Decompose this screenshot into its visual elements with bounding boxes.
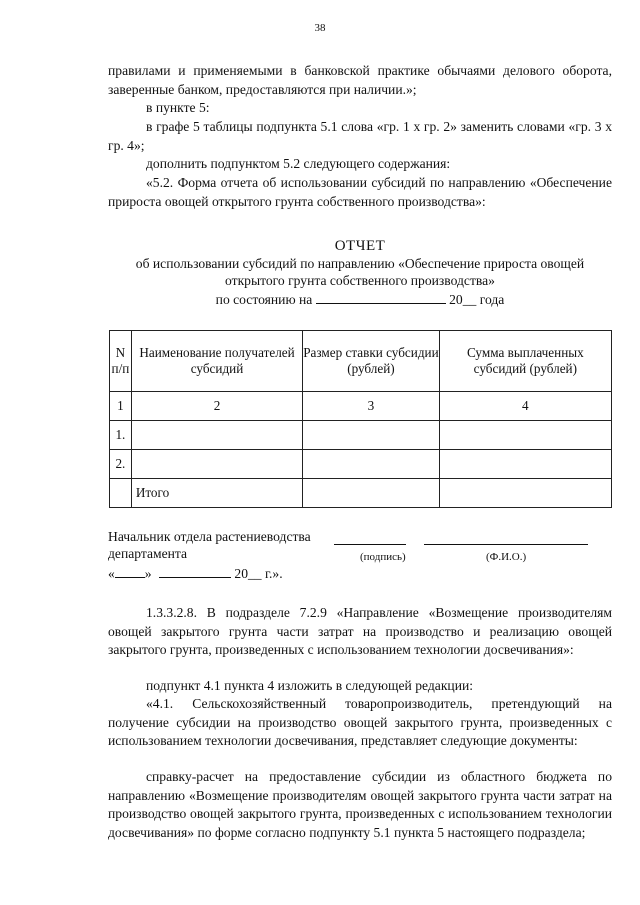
signature-label-2: департамента <box>108 546 188 561</box>
table-row <box>110 421 612 450</box>
table-cell: 2. <box>110 450 132 479</box>
report-table <box>109 330 612 508</box>
date-month-blank <box>159 563 231 578</box>
signature-label-1: Начальник отдела растениеводства <box>108 529 311 544</box>
report-date-suffix: 20__ года <box>449 292 505 307</box>
intro-paragraph-1: правилами и применяемыми в банковской практике обычаями делового оборота, заверенные банком, предоставляются при наличии.»; <box>108 63 612 97</box>
section-paragraph-1: 1.3.3.2.8. В подразделе 7.2.9 «Направление «Возмещение производителям овощей закрытого грунта части затрат на производство и реализацию овощей закрытого грунта, произведенных с использованием технологии досвечивания»: <box>108 605 612 657</box>
signature-line <box>334 530 406 545</box>
number-cell: 2 <box>131 392 302 421</box>
number-cell: 3 <box>303 392 439 421</box>
report-title: ОТЧЕТ <box>334 238 386 254</box>
header-cell-recipients: Наименование получателей субсидий <box>131 331 302 392</box>
table-row <box>110 450 612 479</box>
signature-caption: (подпись) <box>360 551 406 563</box>
intro-paragraph-4: дополнить подпунктом 5.2 следующего содержания: <box>146 156 451 171</box>
intro-paragraph-5: «5.2. Форма отчета об использовании субсидий по направлению «Обеспечение прироста овощей открытого грунта собственного производства»: <box>108 175 612 209</box>
intro-paragraph-3: в графе 5 таблицы подпункта 5.1 слова «гр. 1 х гр. 2» заменить словами «гр. 3 х гр. 4»; <box>108 119 612 153</box>
table-cell <box>439 421 611 450</box>
fio-line <box>424 530 588 545</box>
number-cell: 4 <box>439 392 611 421</box>
table-cell <box>110 479 132 508</box>
number-cell: 1 <box>110 392 132 421</box>
date-day-blank <box>115 563 145 578</box>
date-close-quote: » <box>144 566 152 581</box>
date-year: 20__ г.». <box>234 566 283 581</box>
intro-paragraph-2: в пункте 5: <box>146 100 210 115</box>
report-heading <box>108 238 612 308</box>
date-line <box>108 563 283 583</box>
table-cell: 1. <box>110 421 132 450</box>
section-paragraph-4: справку-расчет на предоставление субсидии из областного бюджета по направлению «Возмещение производителям овощей закрытого грунта части затрат на производство овощей закрытого грунта, произведенных с использованием технологии досвечивания» по форме согласно подпункту 5.1 пункта 5 настоящего подраздела; <box>108 769 612 840</box>
table-header-row <box>110 331 612 392</box>
report-date-prefix: по состоянию на <box>215 292 313 307</box>
table-total-row <box>110 479 612 508</box>
report-line-3 <box>108 289 612 308</box>
header-cell-amount: Сумма выплаченных субсидий (рублей) <box>439 331 611 392</box>
table-cell <box>303 450 439 479</box>
report-line-1: об использовании субсидий по направлению «Обеспечение прироста овощей <box>135 256 585 271</box>
table-cell <box>131 450 302 479</box>
table-cell <box>131 421 302 450</box>
section-paragraph-3: «4.1. Сельскохозяйственный товаропроизводитель, претендующий на получение субсидии на производство овощей закрытого грунта, произведенных с использованием технологии досвечивания, представляет следующие документы: <box>108 696 612 748</box>
table-cell <box>439 479 611 508</box>
table-cell <box>439 450 611 479</box>
page-number: 38 <box>314 22 326 34</box>
table-cell <box>303 479 439 508</box>
header-cell-number: N п/п <box>110 331 132 392</box>
header-cell-rate: Размер ставки субсидии (рублей) <box>303 331 439 392</box>
total-label: Итого <box>131 479 302 508</box>
table-cell <box>303 421 439 450</box>
report-line-2: открытого грунта собственного производства» <box>225 273 495 288</box>
section-paragraph-2: подпункт 4.1 пункта 4 изложить в следующей редакции: <box>146 678 474 693</box>
signature-block <box>108 528 612 588</box>
table-number-row <box>110 392 612 421</box>
fio-caption: (Ф.И.О.) <box>486 551 527 563</box>
date-open-quote: « <box>108 566 115 581</box>
report-date-blank <box>316 289 446 304</box>
